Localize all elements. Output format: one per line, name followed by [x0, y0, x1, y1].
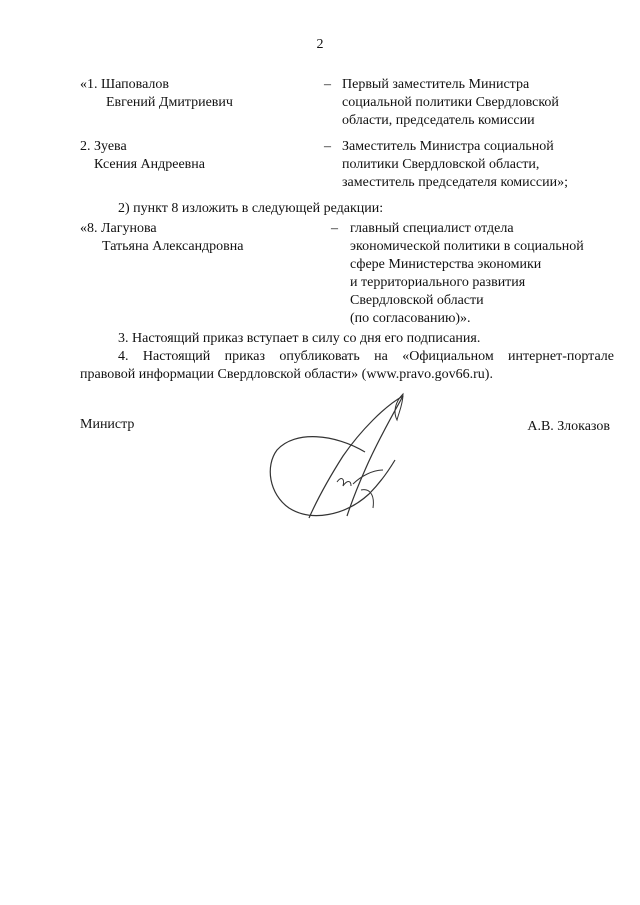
- member-name-line1: «8. Лагунова: [80, 221, 157, 236]
- member-role: [350, 220, 584, 328]
- member-name-line2: Татьяна Александровна: [102, 239, 244, 254]
- member-name-line1: «1. Шаповалов: [80, 77, 170, 92]
- handwritten-signature: [265, 390, 415, 530]
- dash: –: [324, 139, 331, 154]
- role-line: Первый заместитель Министра: [342, 77, 530, 92]
- member-name-line2: Ксения Андреевна: [94, 157, 205, 172]
- role-line: главный специалист отдела: [350, 221, 514, 236]
- role-line: (по согласованию)».: [350, 311, 471, 326]
- role-line: Заместитель Министра социальной: [342, 139, 554, 154]
- role-line: социальной политики Свердловской: [342, 95, 559, 110]
- item-2-text: 2) пункт 8 изложить в следующей редакции:: [118, 201, 384, 216]
- member-name: [80, 220, 320, 256]
- role-line: и территориального развития: [350, 275, 526, 290]
- role-line: политики Свердловской области,: [342, 157, 540, 172]
- signer-title: Министр: [80, 417, 135, 432]
- dash: –: [324, 77, 331, 92]
- role-line: области, председатель комиссии: [342, 113, 535, 128]
- member-role: [342, 138, 568, 192]
- page-number: 2: [316, 37, 324, 52]
- role-line: заместитель председателя комиссии»;: [342, 175, 568, 190]
- member-name: [80, 76, 320, 112]
- item-4-line1: 4. Настоящий приказ опубликовать на «Официальном интернет-портале: [118, 349, 614, 364]
- item-4-line2: правовой информации Свердловской области» (www.pravo.gov66.ru).: [80, 367, 493, 382]
- member-name: [80, 138, 320, 174]
- role-line: Свердловской области: [350, 293, 484, 308]
- role-line: сфере Министерства экономики: [350, 257, 542, 272]
- member-role: [342, 76, 559, 130]
- member-name-line1: 2. Зуева: [80, 139, 127, 154]
- item-3-text: 3. Настоящий приказ вступает в силу со дня его подписания.: [118, 331, 481, 346]
- role-line: экономической политики в социальной: [350, 239, 584, 254]
- signer-name: А.В. Злоказов: [527, 419, 610, 434]
- member-name-line2: Евгений Дмитриевич: [106, 95, 233, 110]
- dash: –: [331, 221, 338, 236]
